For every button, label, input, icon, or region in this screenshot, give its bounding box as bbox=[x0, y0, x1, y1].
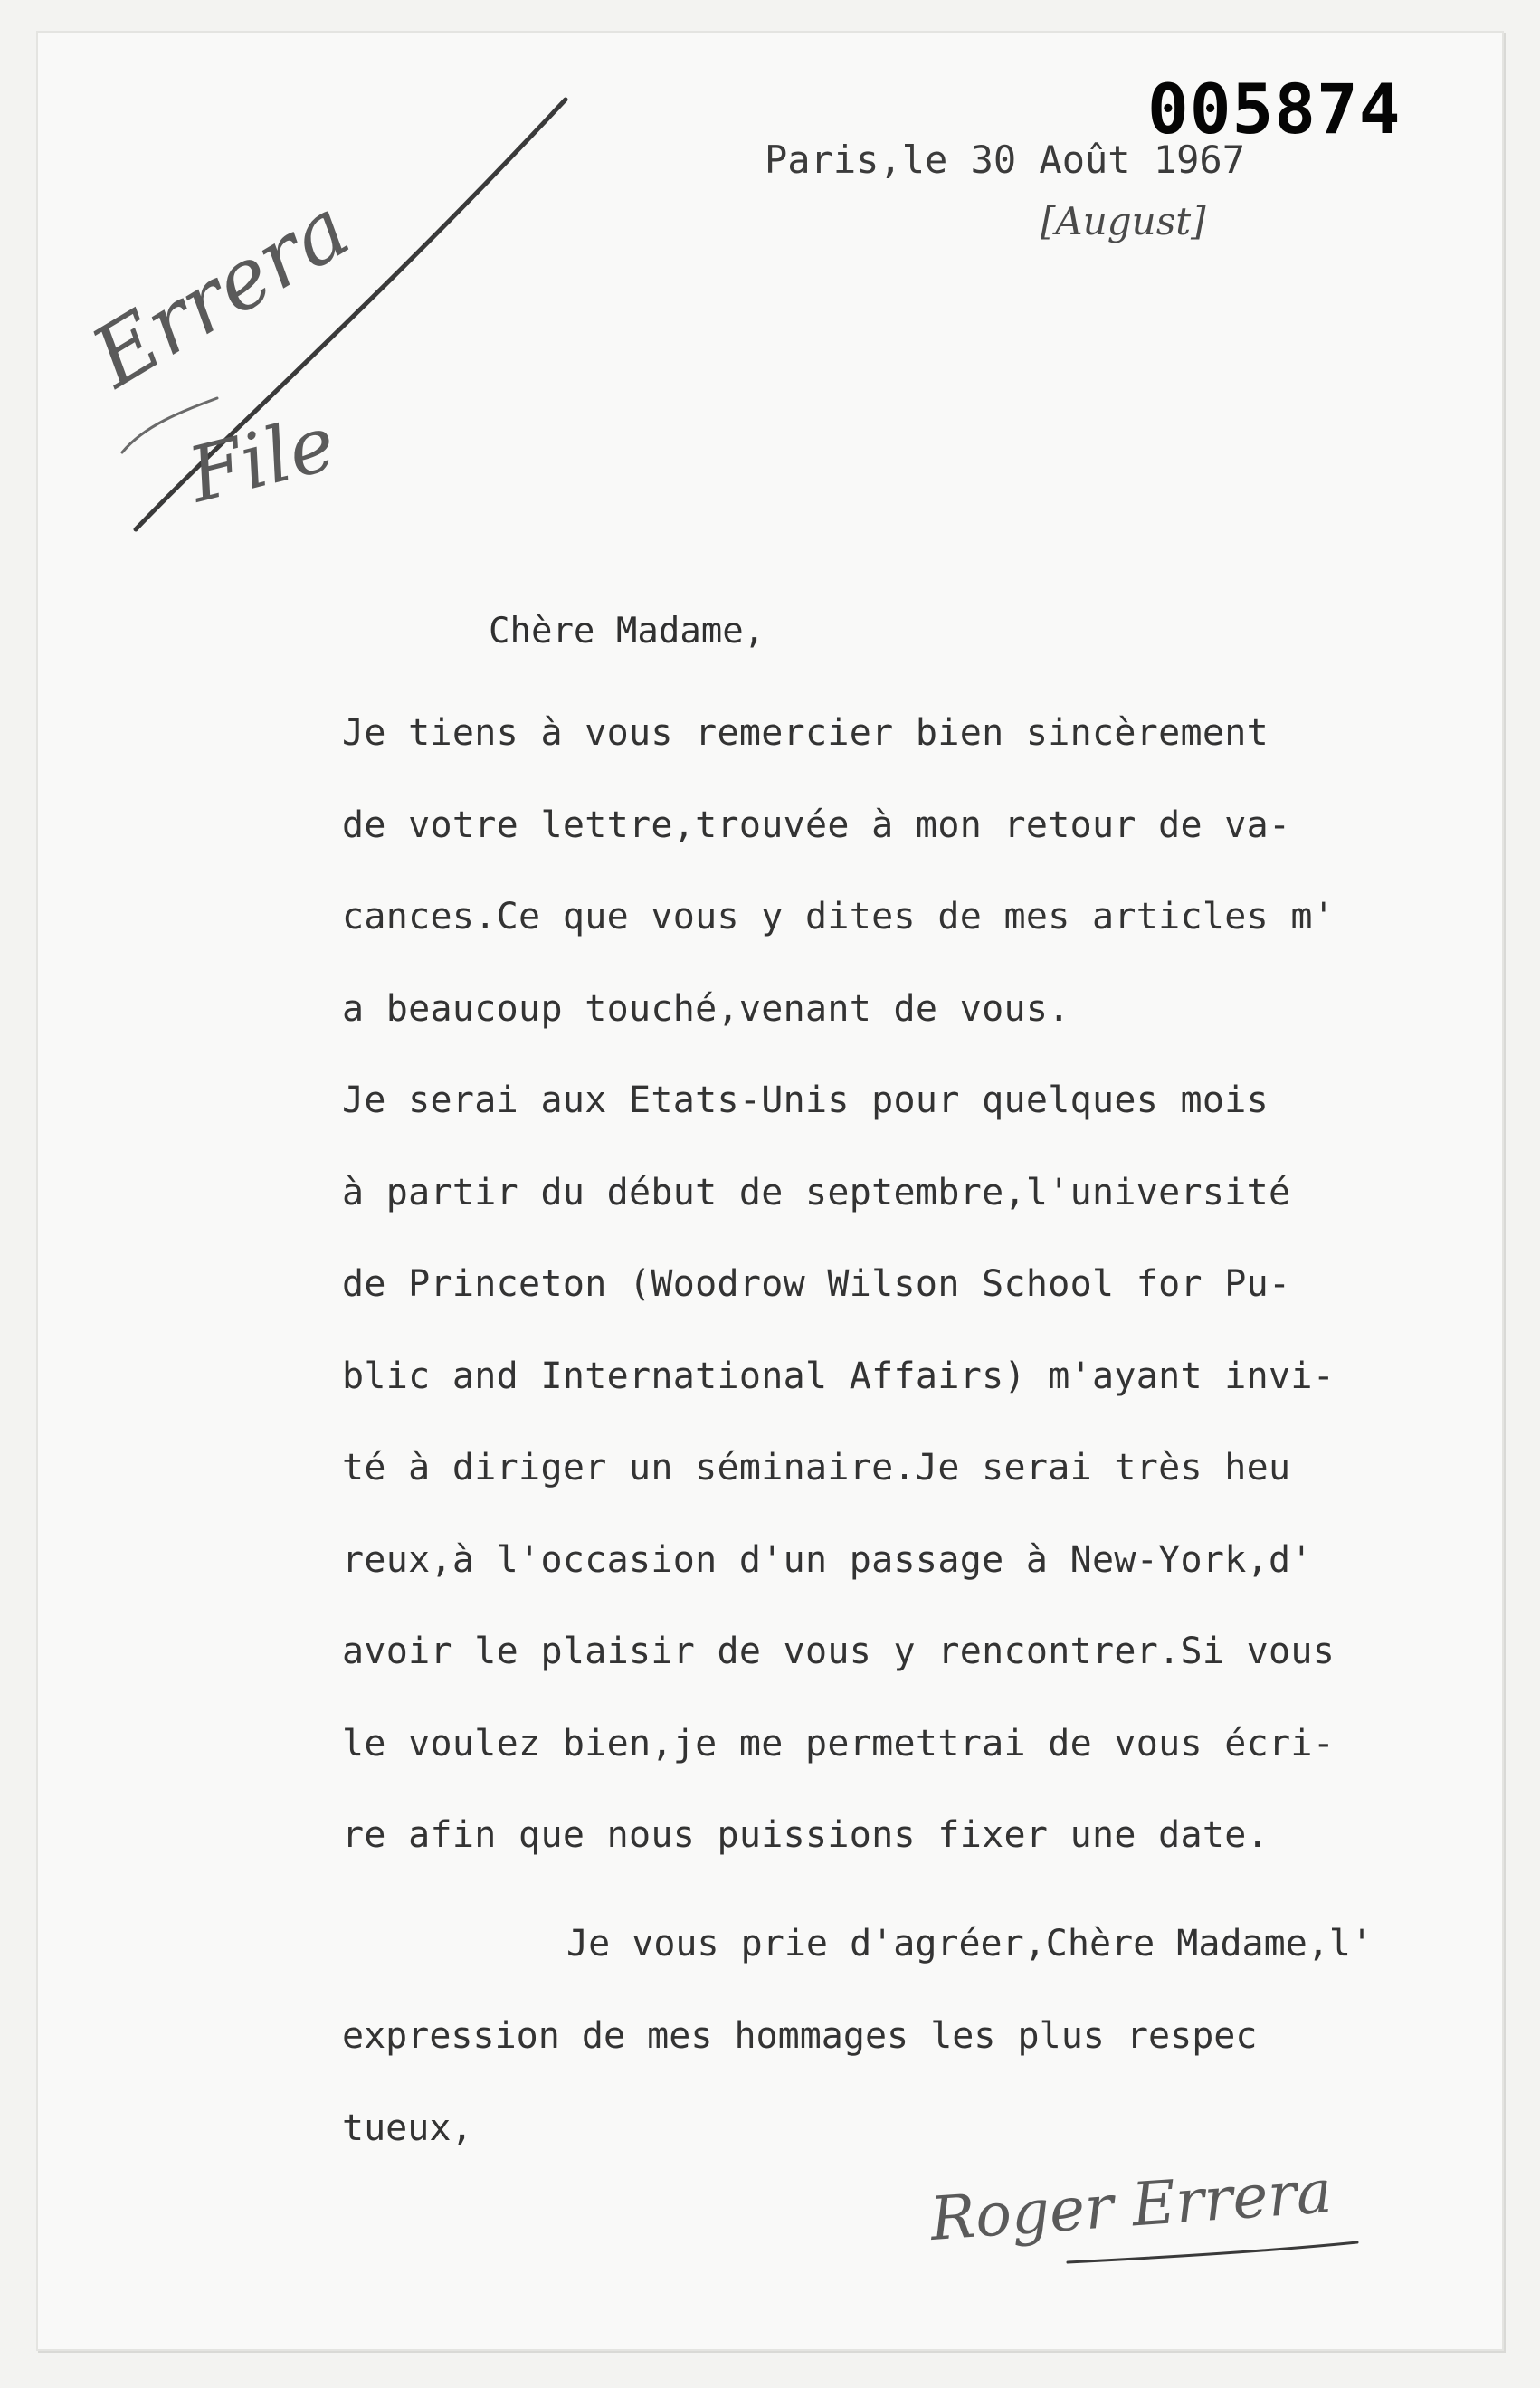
closing-line: expression de mes hommages les plus respec bbox=[342, 2015, 1258, 2057]
margin-file-note: File bbox=[180, 398, 344, 520]
body-line: à partir du début de septembre,l'université bbox=[342, 1171, 1291, 1213]
body-line: re afin que nous puissions fixer une date. bbox=[342, 1814, 1269, 1856]
body-line: cances.Ce que vous y dites de mes articles m' bbox=[342, 896, 1336, 937]
closing-line: tueux, bbox=[342, 2107, 473, 2149]
body-line: té à diriger un séminaire.Je serai très heu bbox=[342, 1447, 1291, 1489]
letter-body bbox=[342, 706, 1518, 1900]
date-annotation: [August] bbox=[1041, 199, 1206, 243]
salutation: Chère Madame, bbox=[489, 611, 765, 652]
body-line: Je serai aux Etats-Unis pour quelques mois bbox=[342, 1080, 1269, 1121]
dateline: Paris,le 30 Août 1967 bbox=[765, 138, 1246, 182]
letter-closing bbox=[342, 1917, 1518, 2193]
margin-name-note: Errera bbox=[76, 179, 366, 406]
body-line: blic and International Affairs) m'ayant invi- bbox=[342, 1355, 1336, 1397]
body-line: de Princeton (Woodrow Wilson School for Pu- bbox=[342, 1263, 1291, 1305]
body-line: le voulez bien,je me permettrai de vous écri- bbox=[342, 1722, 1336, 1765]
archive-number: 005874 bbox=[1147, 69, 1402, 149]
body-line: Je tiens à vous remercier bien sincèrement bbox=[342, 712, 1269, 754]
signature: Roger Errera bbox=[927, 2156, 1335, 2254]
body-line: a beaucoup touché,venant de vous. bbox=[342, 987, 1070, 1030]
body-line: reux,à l'occasion d'un passage à New-York,d' bbox=[342, 1538, 1313, 1581]
body-line: avoir le plaisir de vous y rencontrer.Si vous bbox=[342, 1631, 1336, 1672]
closing-line: Je vous prie d'agréer,Chère Madame,l' bbox=[566, 1923, 1374, 1965]
body-line: de votre lettre,trouvée à mon retour de va- bbox=[342, 804, 1291, 846]
